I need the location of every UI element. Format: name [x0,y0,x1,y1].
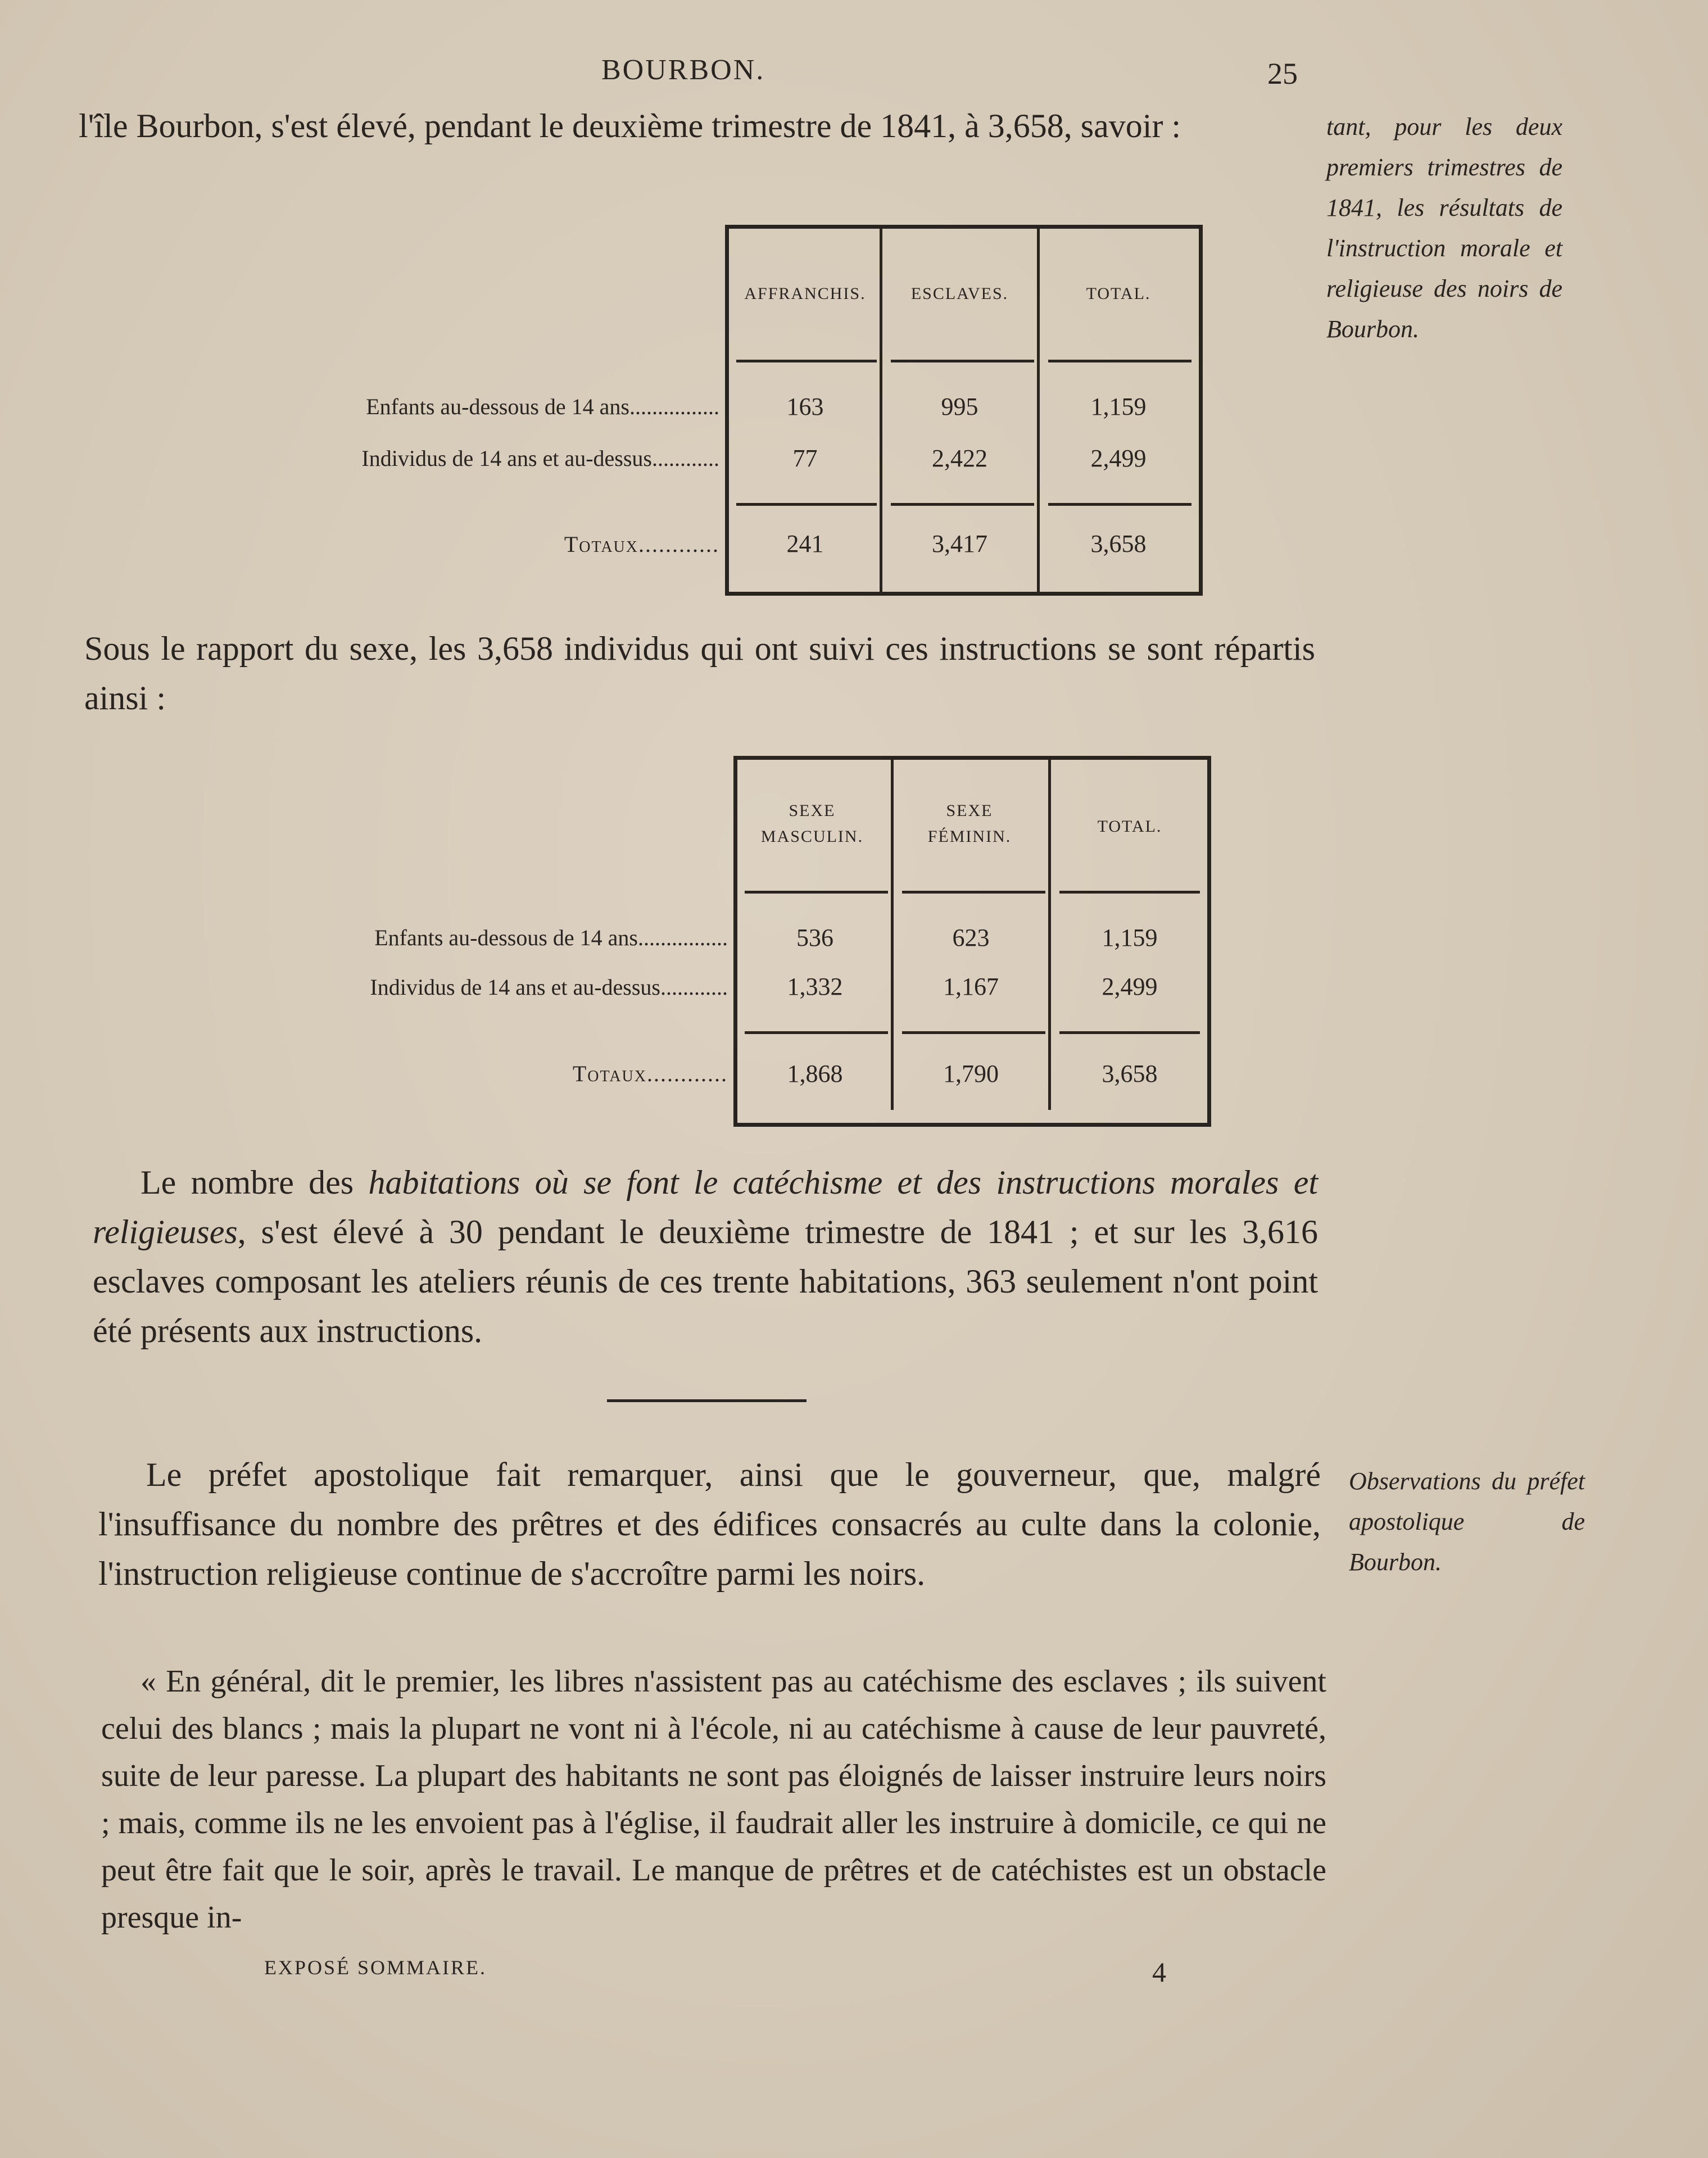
table-2-cell: 1,159 [1102,924,1158,951]
table-1-row-label: Individus de 14 ans et au-dessus............ [361,446,719,471]
table-1-header-rule [891,360,1034,362]
table-1-total-cell: 3,658 [1090,530,1147,557]
table-2-header-rule [745,891,888,894]
paragraph-3-italic: habitations où se font le catéchisme et des instructions morales et religieuses [93,1164,1318,1250]
margin-note-1: tant, pour les deux premiers trimestres de 1841, les résultats de l'instruction morale et religieuse des noirs de Bourbon. [1326,113,1562,343]
table-2-column-header: TOTAL. [1097,817,1162,836]
table-2-header-rule [1059,891,1200,894]
table-1-total-cell: 241 [786,530,824,557]
table-2-total-rule [902,1031,1045,1034]
table-1-row-label: Enfants au-dessous de 14 ans................ [366,394,719,419]
section-divider [607,1399,807,1402]
quotation-text: « En général, dit le premier, les libres n'assistent pas au catéchisme des esclaves ; ils suivent celui des blancs ; mais la plupart ne vont ni à l'école, ni au catéchisme à cause de leur pauvreté, suite de leur paresse. La plupart des habitants ne sont pas éloignés de laisser instruire leurs noirs ; mais, comme ils ne les envoient pas à l'église, il faudrait aller les instruire à domicile, ce qui ne peut être fait que le soir, après le travail. Le manque de prêtres et de catéchistes est un obstacle presque in- [101,1664,1326,1935]
paragraph-3-rest: , s'est élevé à 30 pendant le deuxième trimestre de 1841 ; et sur les 3,616 esclaves composant les ateliers réunis de ces trente habitations, 363 seulement n'ont point été présents aux instructions. [93,1213,1318,1349]
table-2-header-rule [902,891,1045,894]
table-2-column-header: SEXE FÉMININ. [927,801,1012,846]
table-2-total-rule [1059,1031,1200,1034]
table-2-total-cell: 1,790 [943,1060,999,1087]
table-1-cell: 2,422 [932,445,987,472]
paragraph-2: Sous le rapport du sexe, les 3,658 individus qui ont suivi ces instructions se sont répartis ainsi : [84,630,1315,717]
table-1-header-rule [1048,360,1191,362]
page-number: 25 [1267,57,1298,90]
paragraph-4 [98,1450,1321,1598]
paragraph-3 [93,1158,1318,1355]
table-2-cell: 623 [952,924,990,951]
table-2-cell: 536 [796,924,833,951]
table-2-cell: 2,499 [1102,973,1158,1000]
table-2-cell: 1,332 [787,973,843,1000]
table-1-column-header: TOTAL. [1086,284,1151,303]
table-2-total-rule [745,1031,888,1034]
table-1-column-header: AFFRANCHIS. [744,284,866,303]
table-1-total-rule [736,503,877,506]
table-1-total-rule [891,503,1034,506]
table-2-total-cell: 3,658 [1102,1060,1158,1087]
table-2-column-header: SEXE MASCULIN. [760,801,864,846]
table-1-column-header: ESCLAVES. [910,284,1009,303]
table-1-cell: 1,159 [1090,393,1147,420]
table-1-cell: 2,499 [1090,445,1147,472]
table-1-total-rule [1048,503,1191,506]
paragraph-4-text: Le préfet apostolique fait remarquer, ainsi que le gouverneur, que, malgré l'insuffisance du nombre des prêtres et des édifices consacrés au culte dans la colonie, l'instruction religieuse continue de s'accroître parmi les noirs. [98,1456,1321,1592]
table-1-total-cell: 3,417 [932,530,987,557]
footer-signature: EXPOSÉ SOMMAIRE. [264,1956,487,1979]
table-1-cell: 163 [786,393,824,420]
table-1-cell: 77 [792,445,818,472]
table-1-cell: 995 [941,393,978,420]
margin-note-2: Observations du préfet apostolique de Bourbon. [1349,1467,1585,1576]
paragraph-1: l'île Bourbon, s'est élevé, pendant le deuxième trimestre de 1841, à 3,658, savoir : [79,107,1181,144]
paragraph-3-start: Le nombre des [141,1164,369,1201]
table-2-row-label: Individus de 14 ans et au-dessus............ [370,974,728,1000]
table-1-header-rule [736,360,877,362]
running-header: BOURBON. [601,54,765,86]
table-2-cell: 1,167 [943,973,999,1000]
table-2-row-label: Enfants au-dessous de 14 ans................ [374,925,728,950]
footer-signature-number: 4 [1152,1956,1166,1988]
table-2-total-label: Totaux............ [572,1061,728,1086]
table-2-total-cell: 1,868 [787,1060,843,1087]
table-1-total-label: Totaux............ [564,532,719,557]
quotation [101,1658,1326,1941]
